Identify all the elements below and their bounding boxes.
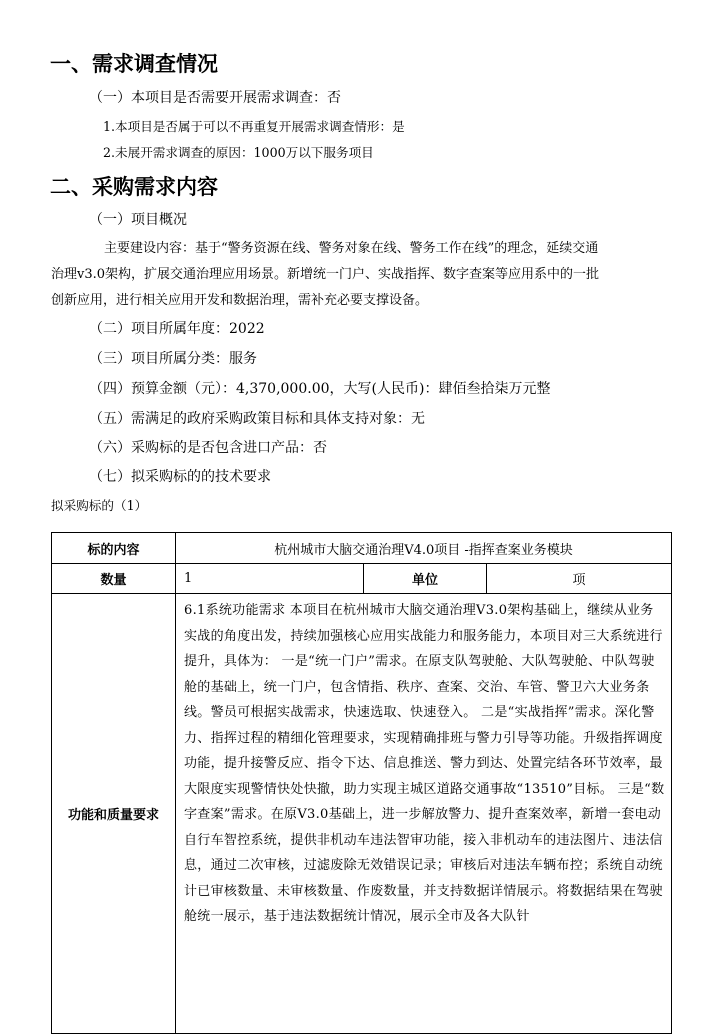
project-category: （三）项目所属分类：服务 bbox=[89, 351, 257, 367]
subject-content-label: 标的内容 bbox=[52, 533, 176, 564]
policy-targets: （五）需满足的政府采购政策目标和具体支持对象：无 bbox=[89, 411, 425, 427]
table-row bbox=[52, 564, 672, 594]
table-row bbox=[52, 533, 672, 564]
section1-heading: 一、需求调查情况 bbox=[50, 52, 218, 76]
section2-heading: 二、采购需求内容 bbox=[50, 175, 218, 199]
overview-line-3: 创新应用，进行相关应用开发和数据治理，需补充必要支撑设备。 bbox=[51, 293, 429, 308]
quantity-value: 1 bbox=[176, 564, 364, 594]
tech-requirements-title: （七）拟采购标的的技术要求 bbox=[89, 469, 271, 485]
function-quality-text: 6.1系统功能需求 本项目在杭州城市大脑交通治理V3.0架构基础上，继续从业务实战的角度出发，持续加强核心应用实战能力和服务能力，本项目对三大系统进行提升，具体为： 一是“统一门户”需求。在原支队驾驶舱、大队驾驶舱、中队驾驶舱的基础上，统一门户，包含情指、秩序、查案、交治、车管、警卫六大业务条线。警员可根据实战需求，快速选取、快速登入。 二是“实战指挥”需求。深化警力、指挥过程的精细化管理要求，实现精确排班与警力引导等功能。升级指挥调度功能，提升接警反应、指令下达、信息推送、警力到达、处置完结各环节效率，最大限度实现警情快处快撤，助力实现主城区道路交通事故“13510”目标。 三是“数字查案”需求。在原V3.0基础上，进一步解放警力、提升查案效率，新增一套电动自行车智控系统，提供非机动车违法智审功能，接入非机动车的违法图片、违法信息，通过二次审核，过滤废除无效错误记录；审核后对违法车辆布控；系统自动统计已审核数量、未审核数量、作废数量，并支持数据详情展示。将数据结果在驾驶舱统一展示，基于违法数据统计情况，展示全市及各大队针 bbox=[176, 594, 672, 1034]
needs-survey-question: （一）本项目是否需要开展需求调查：否 bbox=[89, 90, 341, 106]
project-budget: （四）预算金额（元）：4,370,000.00，大写(人民币)：肆佰叁拾柒万元整 bbox=[89, 381, 551, 397]
overview-line-2: 治理v3.0架构，扩展交通治理应用场景。新增统一门户、实战指挥、数字查案等应用系中的一批 bbox=[51, 267, 600, 282]
subject-caption: 拟采购标的（1） bbox=[51, 498, 148, 513]
overview-title: （一）项目概况 bbox=[89, 212, 187, 228]
subject-content-value: 杭州城市大脑交通治理V4.0项目 -指挥查案业务模块 bbox=[176, 533, 672, 564]
needs-survey-item-1: 1.本项目是否属于可以不再重复开展需求调查情形：是 bbox=[103, 119, 405, 134]
table-row bbox=[52, 594, 672, 1034]
project-year: （二）项目所属年度：2022 bbox=[89, 321, 265, 337]
needs-survey-item-2: 2.未展开需求调查的原因：1000万以下服务项目 bbox=[103, 145, 374, 160]
function-quality-label: 功能和质量要求 bbox=[52, 594, 176, 1034]
unit-label: 单位 bbox=[364, 564, 487, 594]
quantity-label: 数量 bbox=[52, 564, 176, 594]
unit-value: 项 bbox=[487, 564, 672, 594]
requirements-table bbox=[51, 532, 672, 1034]
overview-line-1: 主要建设内容：基于“警务资源在线、警务对象在线、警务工作在线”的理念，延续交通 bbox=[104, 241, 599, 256]
import-products: （六）采购标的是否包含进口产品：否 bbox=[89, 440, 327, 456]
